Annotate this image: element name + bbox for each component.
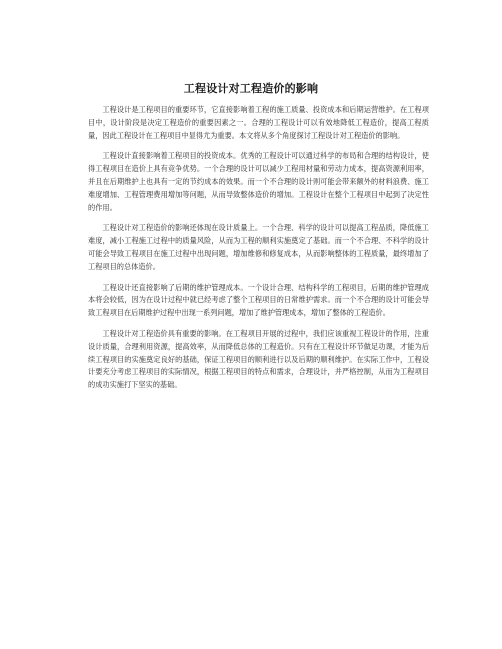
document-body (88, 104, 429, 400)
paragraph-2: 工程设计直接影响着工程项目的投资成本。优秀的工程设计可以通过科学的布局和合理的结构设计，使得工程项目在造价上具有竞争优势。一个合理的设计可以减少工程用材量和劳动力成本，提高资源利用率，并且在后期维护上也具有一定的节约成本的效果。而一个不合理的设计则可能会带来额外的材料浪费、施工难度增加、工程管理费用增加等问题，从而导致整体造价的增加。工程设计在整个工程项目中起到了决定性的作用。 (88, 151, 429, 212)
paragraph-4: 工程设计还直接影响了后期的维护管理成本。一个设计合理、结构科学的工程项目，后期的维护管理成本将会较低，因为在设计过程中就已经考虑了整个工程项目的日常维护需求。而一个不合理的设计可能会导致工程项目在后期维护过程中出现一系列问题，增加了维护管理成本，增加了整体的工程造价。 (88, 282, 429, 318)
paragraph-5: 工程设计对工程造价具有重要的影响。在工程项目开展的过程中，我们应该重视工程设计的作用，注重设计质量，合理利用资源，提高效率，从而降低总体的工程造价。只有在工程设计环节做足功课，才能为后续工程项目的实施奠定良好的基础，保证工程项目的顺利进行以及后期的顺利维护。在实际工作中，工程设计要充分考虑工程项目的实际情况，根据工程项目的特点和需求，合理设计，并严格控制，从而为工程项目的成功实施打下坚实的基础。 (88, 328, 429, 390)
paragraph-3: 工程设计对工程造价的影响还体现在设计质量上。一个合理、科学的设计可以提高工程品质，降低施工难度，减小工程施工过程中的质量风险，从而为工程的顺利实施奠定了基础。而一个不合理、不科学的设计可能会导致工程项目在施工过程中出现问题，增加维修和修复成本，从而影响整体的工程质量，最终增加了工程项目的总体造价。 (88, 223, 429, 271)
document-title: 工程设计对工程造价的影响 (183, 82, 319, 95)
paragraph-1: 工程设计是工程项目的重要环节，它直接影响着工程的施工质量、投资成本和后期运营维护。在工程项目中，设计阶段是决定工程造价的重要因素之一。合理的工程设计可以有效地降低工程造价，提高工程质量，因此工程设计在工程项目中显得尤为重要。本文将从多个角度探讨工程设计对工程造价的影响。 (88, 105, 429, 140)
